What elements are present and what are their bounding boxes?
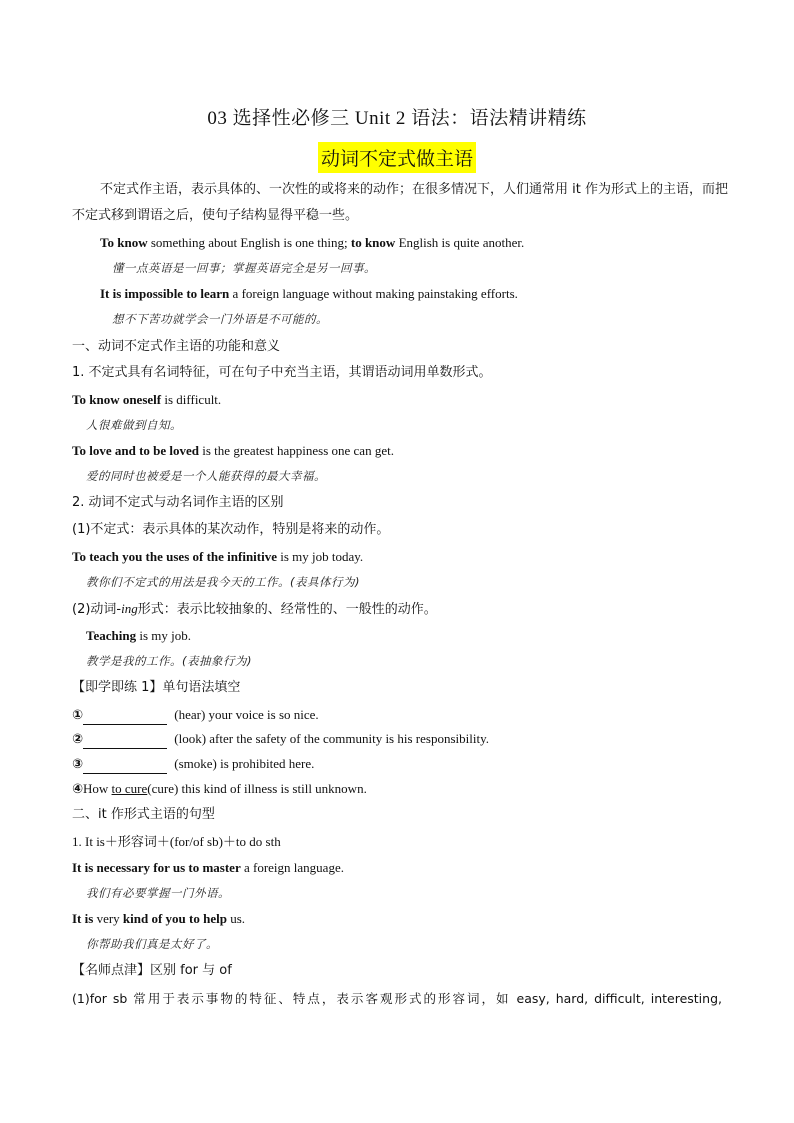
italic-text: ing bbox=[121, 601, 138, 616]
teacher-tip-line: (1)for sb 常用于表示事物的特征、特点，表示客观形式的形容词，如 easy, hard, difficult, interesting, bbox=[72, 991, 722, 1006]
bold-phrase: It is bbox=[72, 911, 94, 926]
item-text: (cure) this kind of illness is still unknown. bbox=[147, 781, 367, 796]
answer-blank[interactable] bbox=[83, 760, 167, 774]
highlighted-subtitle: 动词不定式做主语 bbox=[318, 142, 476, 173]
page-title: 03 选择性必修三 Unit 2 语法：语法精讲精练 bbox=[207, 108, 587, 129]
section-1-example-4-translation: 教学是我的工作。(表抽象行为) bbox=[86, 654, 252, 668]
bold-phrase: To love and to be loved bbox=[72, 443, 200, 458]
text-run: 形式：表示比较抽象的、经常性的、一般性的动作。 bbox=[137, 602, 437, 617]
text-run: a foreign language without making painstaking efforts. bbox=[229, 286, 518, 301]
text-run: us. bbox=[226, 911, 246, 926]
exercise-item bbox=[72, 755, 732, 774]
exercise-item bbox=[72, 780, 732, 799]
section-1-example-3-translation: 教你们不定式的用法是我今天的工作。(表具体行为) bbox=[86, 575, 360, 589]
bold-phrase: It is necessary for us to master bbox=[72, 860, 241, 875]
bold-phrase: kind of you to help bbox=[122, 911, 227, 926]
section-1-example-2 bbox=[72, 442, 732, 460]
section-2-example-2 bbox=[72, 910, 732, 928]
section-1-example-1 bbox=[72, 391, 732, 409]
item-text: (look) after the safety of the community is his responsibility. bbox=[171, 731, 489, 746]
intro-example-1-translation: 懂一点英语是一回事；掌握英语完全是另一回事。 bbox=[112, 261, 376, 275]
intro-example-2-translation: 想不下苦功就学会一门外语是不可能的。 bbox=[112, 312, 328, 326]
section-1-point-2: 2. 动词不定式与动名词作主语的区别 bbox=[72, 495, 284, 510]
intro-example-2 bbox=[100, 285, 720, 303]
intro-paragraph: 不定式作主语，表示具体的、一次性的或将来的动作；在很多情况下，人们通常用 it 作为形式上的主语，而把不定式移到谓语之后，使句子结构显得平稳一些。 bbox=[72, 182, 728, 223]
section-1-point-2-1: (1)不定式：表示具体的某次动作，特别是将来的动作。 bbox=[72, 522, 390, 537]
intro-example-1 bbox=[100, 234, 720, 252]
text-run: very bbox=[93, 911, 123, 926]
exercise-item bbox=[72, 706, 732, 725]
text-run: is difficult. bbox=[161, 392, 222, 407]
section-1-example-4 bbox=[86, 627, 746, 645]
text-run: is the greatest happiness one can get. bbox=[199, 443, 394, 458]
bold-phrase: To know bbox=[100, 235, 148, 250]
text-run: is my job. bbox=[136, 628, 191, 643]
section-1-point-2-2 bbox=[72, 600, 732, 619]
item-text: (smoke) is prohibited here. bbox=[171, 756, 315, 771]
bold-phrase: To know oneself bbox=[72, 392, 162, 407]
section-2-example-1-translation: 我们有必要掌握一门外语。 bbox=[86, 886, 230, 900]
exercise-item bbox=[72, 730, 732, 749]
teacher-tip-heading: 【名师点津】区别 for 与 of bbox=[72, 963, 232, 978]
text-run: (2)动词- bbox=[72, 602, 122, 617]
bold-phrase: to know bbox=[350, 235, 396, 250]
item-text: (hear) your voice is so nice. bbox=[171, 707, 319, 722]
text-run: is my job today. bbox=[277, 549, 364, 564]
item-number: ③ bbox=[72, 757, 84, 772]
subtitle-wrap bbox=[0, 142, 794, 173]
section-2-example-2-translation: 你帮助我们真是太好了。 bbox=[86, 937, 218, 951]
answer-blank[interactable] bbox=[83, 735, 167, 749]
bold-phrase: To teach you the uses of the infinitive bbox=[72, 549, 277, 564]
section-1-heading: 一、动词不定式作主语的功能和意义 bbox=[72, 339, 281, 354]
answer-blank[interactable] bbox=[83, 711, 167, 725]
exercise-1-heading: 【即学即练 1】单句语法填空 bbox=[72, 680, 241, 695]
section-1-example-1-translation: 人很难做到自知。 bbox=[86, 418, 182, 432]
item-number: ② bbox=[72, 732, 84, 747]
text-run: English is quite another. bbox=[395, 235, 525, 250]
section-1-point-1: 1. 不定式具有名词特征，可在句子中充当主语，其谓语动词用单数形式。 bbox=[72, 365, 492, 380]
bold-phrase: Teaching bbox=[86, 628, 137, 643]
filled-answer: to cure bbox=[111, 781, 148, 796]
item-number: ① bbox=[72, 708, 84, 723]
section-2-heading: 二、it 作形式主语的句型 bbox=[72, 807, 215, 822]
text-run: a foreign language. bbox=[240, 860, 344, 875]
section-1-example-3 bbox=[72, 548, 732, 566]
section-2-pattern-1: 1. It is＋形容词＋(for/of sb)＋to do sth bbox=[72, 834, 281, 849]
section-2-example-1 bbox=[72, 859, 732, 877]
text-run: something about English is one thing; bbox=[147, 235, 351, 250]
bold-phrase: It is impossible to learn bbox=[100, 286, 230, 301]
item-number: ④ bbox=[72, 782, 84, 797]
section-1-example-2-translation: 爱的同时也被爱是一个人能获得的最大幸福。 bbox=[86, 469, 326, 483]
item-text: How bbox=[83, 781, 112, 796]
